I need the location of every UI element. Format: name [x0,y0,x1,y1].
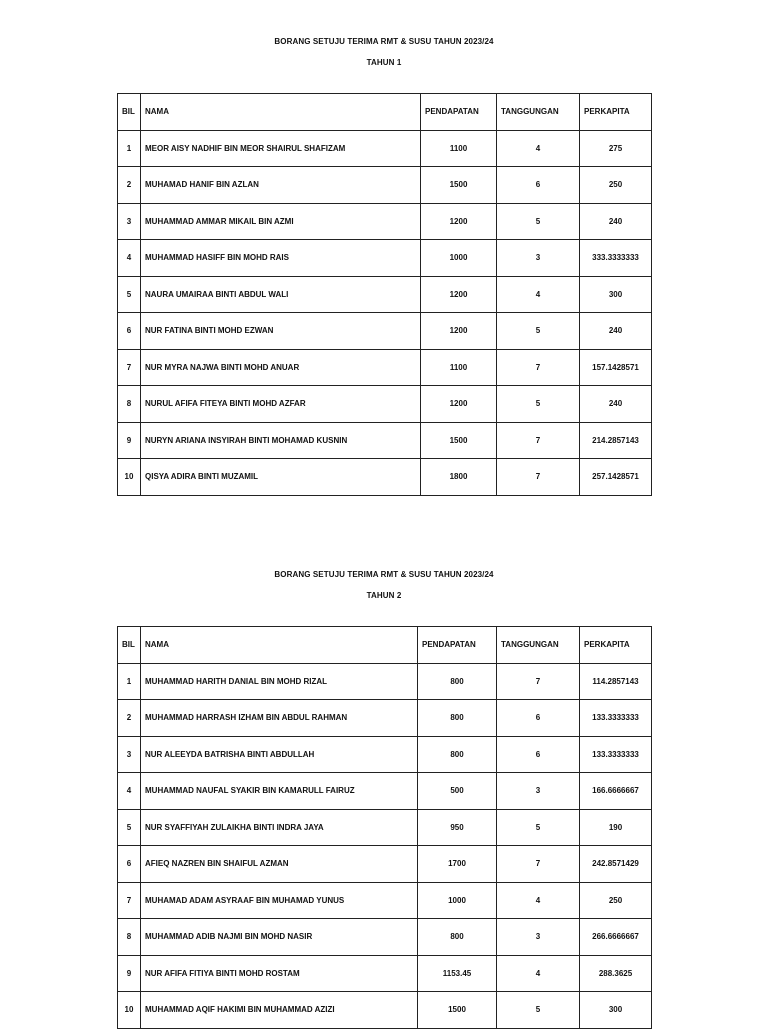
table-row [118,955,652,992]
cell-tanggungan: 4 [497,130,580,167]
cell-tanggungan: 4 [497,882,580,919]
cell-tanggungan: 4 [497,276,580,313]
table-header-row [118,94,652,131]
cell-bil: 5 [118,809,141,846]
document-subtitle: TAHUN 2 [366,591,402,600]
table-row [118,809,652,846]
cell-nama: MUHAMMAD AMMAR MIKAIL BIN AZMI [141,203,421,240]
table-row [118,773,652,810]
cell-tanggungan: 7 [497,349,580,386]
cell-bil: 1 [118,130,141,167]
table-header-row [118,627,652,664]
cell-pendapatan: 1500 [418,992,497,1029]
cell-tanggungan: 3 [497,240,580,277]
table-row [118,422,652,459]
header-bil: BIL [118,94,141,131]
cell-tanggungan: 7 [497,846,580,883]
table-row [118,700,652,737]
cell-bil: 8 [118,386,141,423]
cell-bil: 4 [118,773,141,810]
cell-perkapita: 133.3333333 [580,736,652,773]
cell-pendapatan: 800 [418,736,497,773]
cell-perkapita: 166.6666667 [580,773,652,810]
cell-nama: MUHAMMAD AQIF HAKIMI BIN MUHAMMAD AZIZI [141,992,418,1029]
cell-nama: NURYN ARIANA INSYIRAH BINTI MOHAMAD KUSNIN [141,422,421,459]
table-row [118,992,652,1029]
cell-tanggungan: 6 [497,700,580,737]
table-row [118,313,652,350]
cell-pendapatan: 1200 [421,203,497,240]
cell-pendapatan: 950 [418,809,497,846]
document-title: BORANG SETUJU TERIMA RMT & SUSU TAHUN 2023/24 [274,570,494,579]
cell-tanggungan: 5 [497,386,580,423]
header-pendapatan: PENDAPATAN [421,94,497,131]
cell-pendapatan: 1700 [418,846,497,883]
table-row [118,459,652,496]
cell-perkapita: 300 [580,276,652,313]
table-row [118,736,652,773]
cell-nama: MUHAMMAD ADIB NAJMI BIN MOHD NASIR [141,919,418,956]
cell-pendapatan: 1200 [421,313,497,350]
cell-bil: 10 [118,992,141,1029]
cell-bil: 2 [118,700,141,737]
cell-pendapatan: 1153.45 [418,955,497,992]
cell-perkapita: 240 [580,313,652,350]
header-tanggungan: TANGGUNGAN [497,627,580,664]
table-row [118,386,652,423]
document-title: BORANG SETUJU TERIMA RMT & SUSU TAHUN 2023/24 [274,37,494,46]
cell-pendapatan: 1500 [421,167,497,204]
cell-tanggungan: 4 [497,955,580,992]
cell-pendapatan: 1000 [421,240,497,277]
table-row [118,882,652,919]
cell-nama: MUHAMMAD NAUFAL SYAKIR BIN KAMARULL FAIRUZ [141,773,418,810]
cell-tanggungan: 7 [497,663,580,700]
cell-nama: MEOR AISY NADHIF BIN MEOR SHAIRUL SHAFIZAM [141,130,421,167]
cell-nama: NURUL AFIFA FITEYA BINTI MOHD AZFAR [141,386,421,423]
cell-perkapita: 250 [580,167,652,204]
cell-tanggungan: 5 [497,203,580,240]
student-table [117,626,652,1029]
cell-tanggungan: 3 [497,773,580,810]
cell-pendapatan: 1000 [418,882,497,919]
table-row [118,167,652,204]
table-row [118,276,652,313]
cell-bil: 5 [118,276,141,313]
cell-nama: MUHAMMAD HASIFF BIN MOHD RAIS [141,240,421,277]
cell-perkapita: 300 [580,992,652,1029]
cell-nama: MUHAMAD ADAM ASYRAAF BIN MUHAMAD YUNUS [141,882,418,919]
cell-perkapita: 257.1428571 [580,459,652,496]
cell-perkapita: 266.6666667 [580,919,652,956]
table-row [118,919,652,956]
cell-perkapita: 333.3333333 [580,240,652,277]
header-perkapita: PERKAPITA [580,94,652,131]
cell-nama: NAURA UMAIRAA BINTI ABDUL WALI [141,276,421,313]
table-row [118,240,652,277]
cell-pendapatan: 500 [418,773,497,810]
header-bil: BIL [118,627,141,664]
document-subtitle: TAHUN 1 [366,58,402,67]
cell-perkapita: 240 [580,203,652,240]
cell-perkapita: 133.3333333 [580,700,652,737]
cell-bil: 7 [118,882,141,919]
header-nama: NAMA [141,94,421,131]
cell-nama: QISYA ADIRA BINTI MUZAMIL [141,459,421,496]
cell-nama: NUR FATINA BINTI MOHD EZWAN [141,313,421,350]
table-row [118,349,652,386]
cell-pendapatan: 1200 [421,386,497,423]
cell-bil: 9 [118,955,141,992]
cell-perkapita: 250 [580,882,652,919]
cell-bil: 7 [118,349,141,386]
cell-bil: 2 [118,167,141,204]
cell-perkapita: 240 [580,386,652,423]
table-row [118,130,652,167]
cell-pendapatan: 800 [418,919,497,956]
cell-pendapatan: 1200 [421,276,497,313]
cell-tanggungan: 3 [497,919,580,956]
cell-bil: 6 [118,846,141,883]
cell-bil: 4 [118,240,141,277]
header-perkapita: PERKAPITA [580,627,652,664]
header-nama: NAMA [141,627,418,664]
cell-bil: 10 [118,459,141,496]
cell-pendapatan: 800 [418,700,497,737]
cell-nama: NUR ALEEYDA BATRISHA BINTI ABDULLAH [141,736,418,773]
student-table [117,93,652,496]
cell-nama: NUR AFIFA FITIYA BINTI MOHD ROSTAM [141,955,418,992]
cell-perkapita: 157.1428571 [580,349,652,386]
cell-tanggungan: 5 [497,313,580,350]
cell-perkapita: 214.2857143 [580,422,652,459]
header-tanggungan: TANGGUNGAN [497,94,580,131]
cell-perkapita: 275 [580,130,652,167]
cell-nama: NUR SYAFFIYAH ZULAIKHA BINTI INDRA JAYA [141,809,418,846]
cell-tanggungan: 5 [497,809,580,846]
cell-perkapita: 114.2857143 [580,663,652,700]
cell-nama: AFIEQ NAZREN BIN SHAIFUL AZMAN [141,846,418,883]
table-row [118,203,652,240]
cell-tanggungan: 5 [497,992,580,1029]
cell-tanggungan: 6 [497,167,580,204]
cell-bil: 9 [118,422,141,459]
cell-pendapatan: 1500 [421,422,497,459]
cell-tanggungan: 7 [497,422,580,459]
cell-bil: 8 [118,919,141,956]
header-pendapatan: PENDAPATAN [418,627,497,664]
table-row [118,663,652,700]
cell-pendapatan: 800 [418,663,497,700]
cell-perkapita: 288.3625 [580,955,652,992]
cell-nama: NUR MYRA NAJWA BINTI MOHD ANUAR [141,349,421,386]
cell-nama: MUHAMAD HANIF BIN AZLAN [141,167,421,204]
cell-perkapita: 190 [580,809,652,846]
cell-perkapita: 242.8571429 [580,846,652,883]
cell-tanggungan: 7 [497,459,580,496]
cell-bil: 1 [118,663,141,700]
cell-tanggungan: 6 [497,736,580,773]
cell-bil: 3 [118,736,141,773]
cell-pendapatan: 1800 [421,459,497,496]
cell-bil: 3 [118,203,141,240]
cell-nama: MUHAMMAD HARITH DANIAL BIN MOHD RIZAL [141,663,418,700]
cell-bil: 6 [118,313,141,350]
cell-pendapatan: 1100 [421,130,497,167]
cell-nama: MUHAMMAD HARRASH IZHAM BIN ABDUL RAHMAN [141,700,418,737]
cell-pendapatan: 1100 [421,349,497,386]
table-row [118,846,652,883]
